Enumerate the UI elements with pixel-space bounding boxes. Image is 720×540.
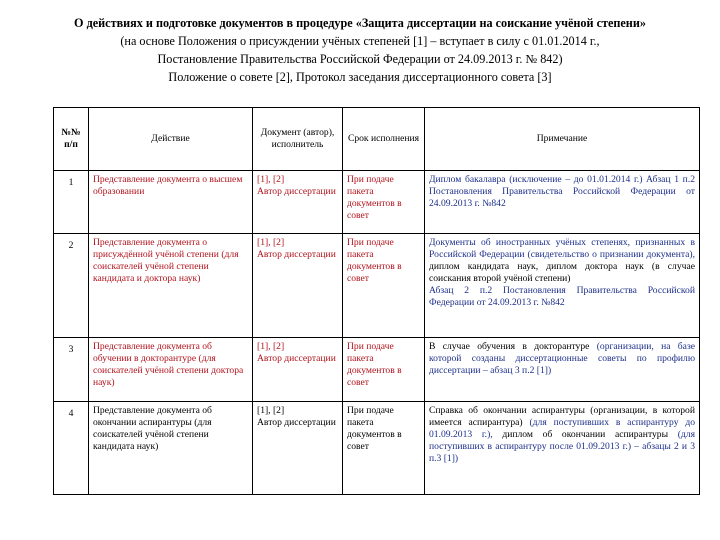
table-header-row bbox=[54, 108, 700, 171]
row-document bbox=[253, 338, 343, 402]
row-number: 4 bbox=[54, 402, 89, 495]
row-number: 2 bbox=[54, 234, 89, 338]
column-header-number: №№ п/п bbox=[54, 108, 89, 171]
note-text-black: В случае обучения в докторантуре bbox=[429, 341, 590, 352]
note-text-black: Справка об окончании аспирантуры (организации, в которой имеется аспирантура) bbox=[429, 405, 695, 429]
note-text: Документы об иностранных учёных степенях, признанных в Российской Федерации (свидетельство о признании документа), bbox=[429, 237, 695, 261]
doc-reference: [1], [2] bbox=[257, 174, 285, 185]
doc-author: Автор диссертации bbox=[257, 249, 336, 261]
header-line-3: Постановление Правительства Российской Федерации от 24.09.2013 г. № 842) bbox=[157, 52, 563, 66]
note-text: (организации, на базе которой созданы диссертационные советы по профилю диссертации – абзац 3 п.2 [1]) bbox=[429, 341, 695, 377]
doc-author: Автор диссертации bbox=[257, 353, 336, 365]
row-action: Представление документа о присуждённой учёной степени (для соискателей учёной степени кандидата и доктора наук) bbox=[89, 234, 253, 338]
row-number: 1 bbox=[54, 171, 89, 234]
doc-author: Автор диссертации bbox=[257, 417, 336, 429]
table-row bbox=[54, 171, 700, 234]
column-header-term: Срок исполнения bbox=[343, 108, 425, 171]
note-text-ref: (для поступивших в аспирантуру после 01.09.2013 г.) – абзацы 2 и 3 п.3 [1]) bbox=[429, 429, 695, 465]
row-note bbox=[425, 234, 700, 338]
column-header-action: Действие bbox=[89, 108, 253, 171]
header-line-4: Положение о совете [2], Протокол заседания диссертационного совета [3] bbox=[168, 70, 552, 84]
column-header-note: Примечание bbox=[425, 108, 700, 171]
row-note bbox=[425, 338, 700, 402]
header-line-2: (на основе Положения о присуждении учёных степеней [1] – вступает в силу с 01.01.2014 г., bbox=[120, 34, 600, 48]
row-document bbox=[253, 402, 343, 495]
document-title: О действиях и подготовке документов в процедуре «Защита диссертации на соискание учёной степени» bbox=[74, 16, 646, 30]
table-row bbox=[54, 402, 700, 495]
doc-author: Автор диссертации bbox=[257, 186, 336, 198]
row-term: При подаче пакета документов в совет bbox=[343, 234, 425, 338]
note-text-ref: Абзац 2 п.2 Постановления Правительства Российской Федерации от 24.09.2013 г. №842 bbox=[429, 285, 695, 309]
row-action: Представление документа о высшем образовании bbox=[89, 171, 253, 234]
table-row bbox=[54, 234, 700, 338]
doc-reference: [1], [2] bbox=[257, 341, 285, 352]
row-note bbox=[425, 402, 700, 495]
note-text: (для поступивших в аспирантуру до 01.09.2013 г.), bbox=[429, 417, 695, 441]
procedure-table bbox=[53, 107, 700, 495]
row-number: 3 bbox=[54, 338, 89, 402]
row-action: Представление документа об обучении в докторантуре (для соискателей учёной степени доктора наук) bbox=[89, 338, 253, 402]
column-header-document: Документ (автор), исполнитель bbox=[253, 108, 343, 171]
row-term: При подаче пакета документов в совет bbox=[343, 338, 425, 402]
note-text-black-2: диплом об окончании аспирантуры bbox=[502, 429, 669, 441]
note-text: Диплом бакалавра (исключение – до 01.01.2014 г.) Абзац 1 п.2 Постановления Правительства Российской Федерации от 24.09.2013 г. №842 bbox=[429, 174, 695, 210]
doc-reference: [1], [2] bbox=[257, 237, 285, 248]
doc-reference: [1], [2] bbox=[257, 405, 285, 416]
row-note bbox=[425, 171, 700, 234]
row-term: При подаче пакета документов в совет bbox=[343, 171, 425, 234]
note-text-black: диплом кандидата наук, диплом доктора наук (в случае соискания второй учёной степени) bbox=[429, 261, 695, 285]
row-action: Представление документа об окончании аспирантуры (для соискателей учёной степени кандидата наук) bbox=[89, 402, 253, 495]
row-term: При подаче пакета документов в совет bbox=[343, 402, 425, 495]
table-row bbox=[54, 338, 700, 402]
row-document bbox=[253, 171, 343, 234]
row-document bbox=[253, 234, 343, 338]
document-header bbox=[0, 14, 720, 86]
